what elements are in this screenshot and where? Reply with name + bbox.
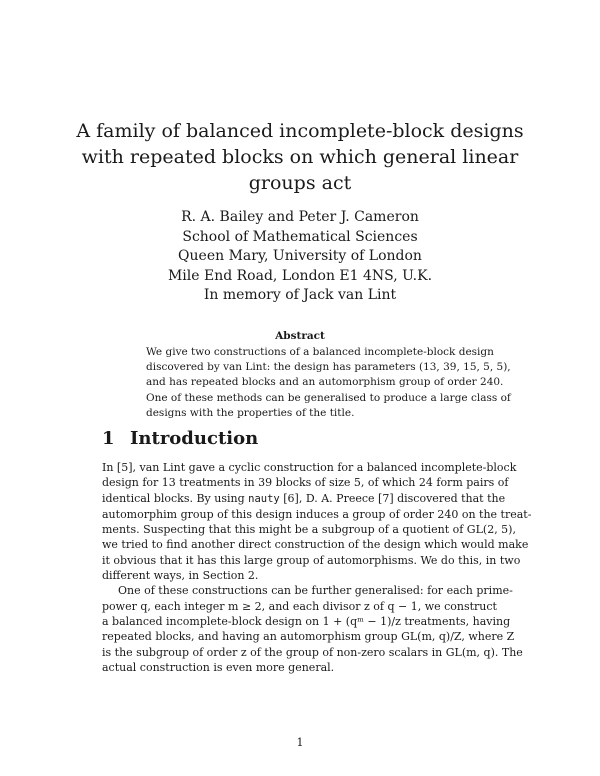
body-line: One of these constructions can be further generalised: for each prime- (118, 584, 513, 598)
author-school: School of Mathematical Sciences (182, 228, 418, 245)
abstract-line: We give two constructions of a balanced incomplete-block design (146, 346, 494, 358)
body-line: power q, each integer m ≥ 2, and each divisor z of q − 1, we construct (102, 599, 497, 613)
section-body (102, 460, 532, 675)
body-line: automorphim group of this design induces a group of order 240 on the treat- (102, 507, 532, 521)
author-block (100, 208, 500, 286)
abstract-heading: Abstract (275, 330, 325, 342)
dedication: In memory of Jack van Lint (203, 287, 397, 303)
body-fragment: [6], D. A. Preece [7] discovered that the (279, 491, 506, 505)
title-line: A family of balanced incomplete-block designs (76, 120, 524, 142)
body-line: is the subgroup of order z of the group of non-zero scalars in GL(m, q). The (102, 645, 523, 659)
abstract-text (146, 345, 511, 421)
author-names: R. A. Bailey and Peter J. Cameron (181, 209, 419, 225)
body-line: actual construction is even more general. (102, 660, 335, 674)
section-heading (102, 428, 258, 449)
body-line: repeated blocks, and having an automorphism group GL(m, q)/Z, where Z (102, 630, 515, 644)
author-address: Mile End Road, London E1 4NS, U.K. (167, 267, 433, 284)
body-line (102, 491, 506, 507)
body-line: In [5], van Lint gave a cyclic construction for a balanced incomplete-block (102, 461, 517, 474)
body-line: we tried to find another direct construction of the design which would make (102, 538, 529, 552)
body-line: it obvious that it has this large group of automorphisms. We do this, in two (102, 553, 521, 567)
title-line: groups act (248, 172, 352, 194)
body-line: ments. Suspecting that this might be a subgroup of a quotient of GL(2, 5), (102, 523, 516, 537)
abstract-line: designs with the properties of the title. (146, 406, 355, 419)
section-number: 1 (102, 428, 115, 449)
section-title: Introduction (130, 428, 259, 449)
body-line: a balanced incomplete-block design on 1 + (qᵐ − 1)/z treatments, having (102, 614, 511, 628)
page-number: 1 (296, 736, 304, 749)
body-line: different ways, in Section 2. (102, 569, 259, 583)
software-name: nauty (248, 492, 280, 505)
author-university: Queen Mary, University of London (178, 248, 422, 264)
body-line: design for 13 treatments in 39 blocks of size 5, of which 24 form pairs of (102, 476, 509, 490)
abstract-line: One of these methods can be generalised to produce a large class of (146, 391, 511, 404)
abstract-line: discovered by van Lint: the design has parameters (13, 39, 15, 5, 5), (146, 361, 511, 374)
title-line: with repeated blocks on which general linear (81, 146, 519, 168)
body-fragment: identical blocks. By using (102, 491, 245, 505)
paper-title (60, 118, 540, 196)
abstract-line: and has repeated blocks and an automorphism group of order 240. (146, 376, 504, 389)
